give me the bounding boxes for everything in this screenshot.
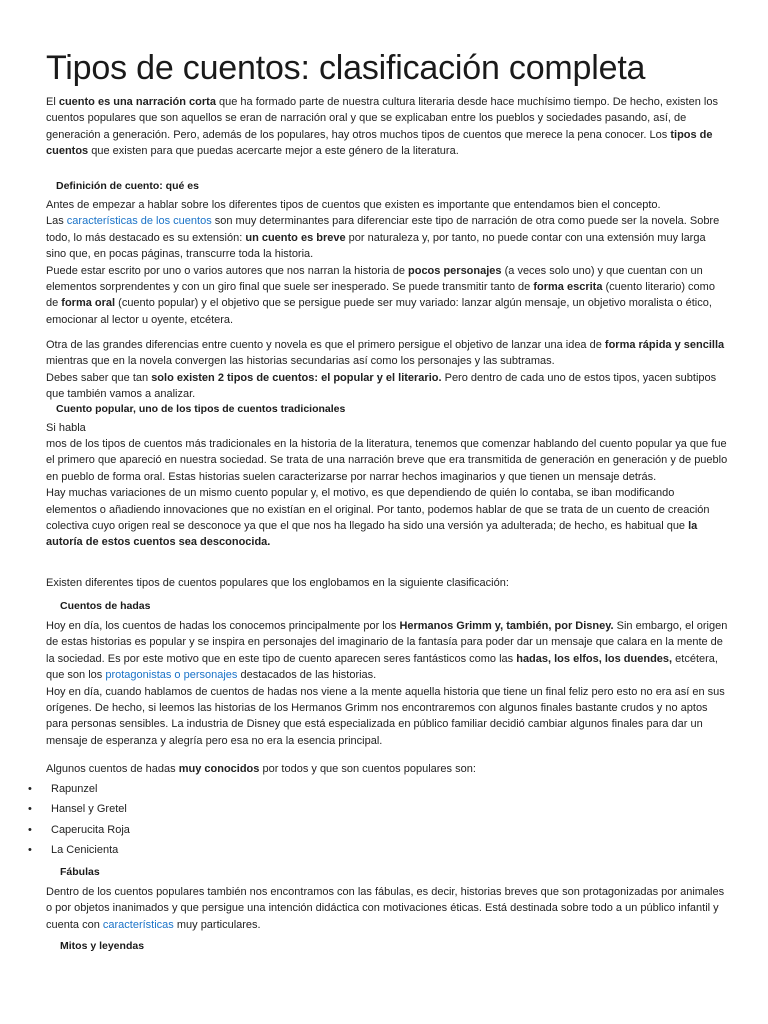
popular-paragraph: mos de los tipos de cuentos más tradicionales en la historia de la literatura, tenemos que comenzar hablando del cuento popular ya que fue el primero que apareció en nuestra sociedad. Se trata de una narración breve que era transmitida de generación en generación y de pueblo en pueblo de forma oral. Estas historias suelen caracterizarse por narrar hechos imaginarios y que tienen un mensaje detrás. Hay muchas variaciones de un mismo cuento popular y, el motivo, es que dependiendo de quién lo contaba, se iban modificando elementos o añadiendo innovaciones que no existían en el original. Por tanto, podemos hablar de que se trata de un cuento de creación colectiva cuyo origen real se desconoce ya que el que nos ha llegado ha sido una versión ya adulterada; de hecho, es habitual que la autoría de estos cuentos sea desconocida. — [46, 438, 728, 549]
article-title: Tipos de cuentos: clasificación completa — [46, 49, 646, 87]
heading-fabulas: Fábulas — [60, 866, 100, 878]
diferencias-paragraph: Otra de las grandes diferencias entre cuento y novela es que el primero persigue el objetivo de lanzar una idea de forma rápida y sencilla mientras que en la novela convergen las historias secundarias así como los personajes y las subtramas. Debes saber que tan solo existen 2 tipos de cuentos: el popular y el literario. Pero dentro de cada uno de estos tipos, yacen subtipos que también vamos a analizar. — [46, 339, 725, 401]
intro-paragraph: El cuento es una narración corta que ha formado parte de nuestra cultura literaria desde hace muchísimo tiempo. De hecho, existen los cuentos populares que son aquellos se eran de narración oral y que se explicaban entre los pueblos y sociedades pasando, así, de generación a generación. Pero, además de los populares, hay otros muchos tipos de cuentos que merece la pena conocer. Los tipos de cuentos que existen para que puedas acercarte mejor a este género de la literatura. — [46, 96, 718, 158]
heading-cuentos-de-hadas: Cuentos de hadas — [60, 600, 151, 612]
link-protagonistas-personajes[interactable]: protagonistas o personajes — [105, 669, 238, 682]
bullet-icon: • — [28, 844, 32, 856]
popular-intro-fragment: Si habla — [46, 422, 86, 434]
link-caracteristicas-cuentos[interactable]: características de los cuentos — [66, 215, 212, 228]
bullet-icon: • — [28, 824, 32, 836]
heading-cuento-popular: Cuento popular, uno de los tipos de cuentos tradicionales — [56, 403, 346, 415]
fabulas-paragraph: Dentro de los cuentos populares también nos encontramos con las fábulas, es decir, historias breves que son protagonizadas por animales o por objetos inanimados y que persigue una intención didáctica con motivaciones éticas. Está destinada sobre todo a un público infantil y cuenta con características muy particulares. — [46, 886, 725, 931]
bullet-icon: • — [28, 803, 32, 815]
heading-mitos-y-leyendas: Mitos y leyendas — [60, 940, 145, 952]
hadas-paragraph: Hoy en día, los cuentos de hadas los conocemos principalmente por los Hermanos Grimm y, también, por Disney. Sin embargo, el origen de estas historias es popular y se inspira en personajes del imaginario de la fantasía para poder dar un mensaje que calara en la mente de la sociedad. Es por este motivo que en este tipo de cuento aparecen seres fantásticos como las hadas, los elfos, los duendes, etcétera, que son los protagonistas o personajes destacados de las historias. Hoy en día, cuando hablamos de cuentos de hadas nos viene a la mente aquella historia que tiene un final feliz pero esto no era así en sus orígenes. De hecho, si leemos las historias de los Hermanos Grimm nos encontraremos con algunos finales bastante crudos y no aptos para personas sensibles. La industria de Disney que está especializada en público familiar decidió cambiar algunos finales para dar un mensaje de esperanza y alegría pero esa no era la esencia principal. — [46, 620, 728, 747]
clasificacion-paragraph: Existen diferentes tipos de cuentos populares que los englobamos en la siguiente clasificación: — [46, 577, 509, 589]
article-page: Tipos de cuentos: clasificación completa El cuento es una narración corta que ha formado parte de nuestra cultura literaria desde hace muchísimo tiempo. De hecho, existen los cuentos populares que son aquellos se eran de narración oral y que se explicaban entre los pueblos y sociedades pasando, así, de generación a generación. Pero, además de los populares, hay otros muchos tipos de cuentos que merece la pena conocer. Los tipos de cuentos que existen para que puedas acercarte mejor a este género de la literatura. Definición de cuento: qué es Antes de empezar a hablar sobre los diferentes tipos de cuentos que existen es importante que entendamos bien el concepto. Las características de los cuentos son muy determinantes para diferenciar este tipo de narración de otra como puede ser la novela. Sobre todo, lo más destacado es su extensión: un cuento es breve por naturaleza y, por tanto, no puede contar con una extensión muy larga sino que, en pocas páginas, transcurre toda la historia. Puede estar escrito por uno o varios autores que nos narran la historia de pocos personajes (a veces solo uno) y que cuentan con un elementos sorprendentes y con un giro final que suele ser inesperado. Se puede transmitir tanto de forma escrita (cuento literario) como de forma oral (cuento popular) y el objetivo que se persigue puede ser muy variado: lanzar algún mensaje, un objetivo moralista o ético, emocionar al lector u oyente, etcétera. Otra de las grandes diferencias entre cuento y novela es que el primero persigue el objetivo de lanzar una idea de forma rápida y sencilla mientras que en la novela convergen las historias secundarias así como los personajes y las subtramas. Debes saber que tan solo existen 2 tipos de cuentos: el popular y el literario. Pero dentro de cada uno de estos tipos, yacen subtipos que también vamos a analizar. Cuento popular, uno de los tipos de cuentos tradicionales Si habla mos de los tipos de cuentos más tradicionales en la historia de la literatura, tenemos que comenzar hablando del cuento popular ya que fue el primero que apareció en nuestra sociedad. Se trata de una narración breve que era transmitida de generación en generación y de pueblo en pueblo de forma oral. Estas historias suelen caracterizarse por narrar hechos imaginarios y que tienen un mensaje detrás. Hay muchas variaciones de un mismo cuento popular y, el motivo, es que dependiendo de quién lo contaba, se iban modificando elementos o añadiendo innovaciones que no existían en el original. Por tanto, podemos hablar de que se trata de un cuento de creación colectiva cuyo origen real se desconoce ya que el que nos ha llegado ha sido una versión ya adulterada; de hecho, es habitual que la autoría de estos cuentos sea desconocida. Existen diferentes tipos de cuentos populares que los englobamos en la siguiente clasificación: Cuentos de hadas Hoy en día, los cuentos de hadas los conocemos principalmente por los Hermanos Grimm y, también, por Disney. Sin embargo, el origen de estas historias es popular y se inspira en personajes del imaginario de la fantasía para poder dar un mensaje que calara en la mente de la sociedad. Es por este motivo que en este tipo de cuento aparecen seres fantásticos como las hadas, los elfos, los duendes, etcétera, que son los protagonistas o personajes destacados de las historias. Hoy en día, cuando hablamos de cuentos de hadas nos viene a la mente aquella historia que tiene un final feliz pero esto no era así en sus orígenes. De hecho, si leemos las historias de los Hermanos Grimm nos encontraremos con algunos finales bastante crudos y no aptos para personas sensibles. La industria de Disney que está especializada en público familiar decidió cambiar algunos finales para dar un mensaje de esperanza y alegría pero esa no era la esencia principal. Algunos cuentos de hadas muy conocidos por todos y que son cuentos populares son: • Rapunzel • Hansel y Gretel • Caperucita Roja • La Cenicienta Fábulas Dentro de los cuentos populares también nos encontramos con las fábulas, es decir, historias breves que son protagonizadas por animales o por objetos inanimados y que persigue una intención didáctica con motivaciones éticas. Está destinada sobre todo a un público infantil y cuenta con características muy particulares. Mitos y leyendas — [28, 49, 728, 952]
definicion-paragraph: Antes de empezar a hablar sobre los diferentes tipos de cuentos que existen es importante que entendamos bien el concepto. Las características de los cuentos son muy determinantes para diferenciar este tipo de narración de otra como puede ser la novela. Sobre todo, lo más destacado es su extensión: un cuento es breve por naturaleza y, por tanto, no puede contar con una extensión muy larga sino que, en pocas páginas, transcurre toda la historia. Puede estar escrito por uno o varios autores que nos narran la historia de pocos personajes (a veces solo uno) y que cuentan con un elementos sorprendentes y con un giro final que suele ser inesperado. Se puede transmitir tanto de forma escrita (cuento literario) como de forma oral (cuento popular) y el objetivo que se persigue puede ser muy variado: lanzar algún mensaje, un objetivo moralista o ético, emocionar al lector u oyente, etcétera. — [46, 199, 720, 326]
link-caracteristicas[interactable]: características — [102, 918, 174, 931]
heading-definicion: Definición de cuento: qué es — [56, 180, 199, 192]
hadas-conocidos-paragraph: Algunos cuentos de hadas muy conocidos por todos y que son cuentos populares son: — [46, 763, 476, 775]
bullet-icon: • — [28, 783, 32, 795]
